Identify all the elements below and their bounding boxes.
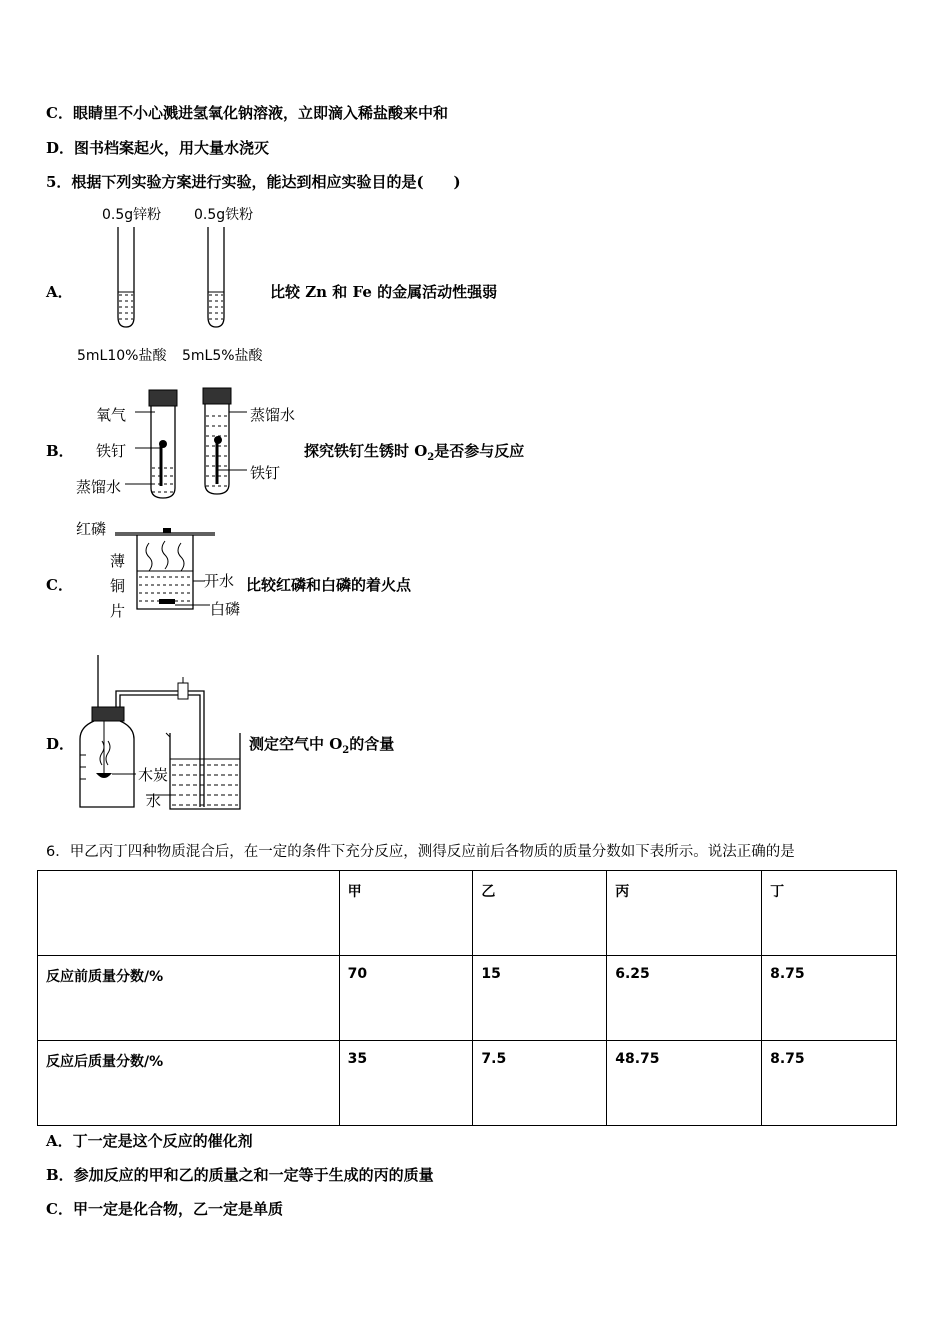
option-b-text-pre: 探究铁钉生锈时 O xyxy=(304,442,428,460)
table-row xyxy=(38,956,897,1041)
q5-option-c-letter: C． xyxy=(46,576,73,594)
table-header-cell: 丙 xyxy=(607,871,762,956)
option-b-rust-figure xyxy=(125,388,255,503)
tube2-bottom-label: 5mL5%盐酸 xyxy=(182,348,263,364)
table-cell: 6.25 xyxy=(607,956,762,1041)
option-a-test-tubes-figure xyxy=(110,225,230,335)
label-water-right: 蒸馏水 xyxy=(250,406,296,424)
label-nail-right: 铁钉 xyxy=(250,464,281,482)
tube2-top-label: 0.5g铁粉 xyxy=(194,207,254,223)
option-d-air-oxygen-figure xyxy=(74,655,249,815)
q6-table xyxy=(37,870,897,1126)
table-cell: 8.75 xyxy=(762,956,897,1041)
label-water: 水 xyxy=(146,792,162,810)
option-d-text-sub: 2 xyxy=(342,745,350,756)
table-row xyxy=(38,1041,897,1126)
table-header-row xyxy=(38,871,897,956)
label-copper-2: 铜 xyxy=(110,577,126,595)
label-hot-water: 开水 xyxy=(204,572,235,590)
option-d-text-pre: 测定空气中 O xyxy=(249,735,343,753)
q5-option-d-text xyxy=(249,733,394,756)
table-cell: 8.75 xyxy=(762,1041,897,1126)
q6-option-c: C．甲一定是化合物，乙一定是单质 xyxy=(46,1200,283,1218)
table-header-cell: 甲 xyxy=(339,871,473,956)
q6-option-a: A．丁一定是这个反应的催化剂 xyxy=(46,1132,253,1150)
q5-option-c-text: 比较红磷和白磷的着火点 xyxy=(246,576,412,594)
prev-option-d: D．图书档案起火，用大量水浇灭 xyxy=(46,139,270,157)
label-white-phosphorus: 白磷 xyxy=(210,600,241,618)
q5-option-b-text xyxy=(304,440,524,463)
q5-option-b-letter: B． xyxy=(46,442,74,460)
tube1-bottom-label: 5mL10%盐酸 xyxy=(77,348,167,364)
q5-option-a-text: 比较 Zn 和 Fe 的金属活动性强弱 xyxy=(270,283,498,301)
table-cell: 7.5 xyxy=(473,1041,607,1126)
label-charcoal: 木炭 xyxy=(138,766,169,784)
q5-stem: 5．根据下列实验方案进行实验，能达到相应实验目的是( ) xyxy=(46,173,461,191)
q5-option-a-letter: A． xyxy=(46,283,73,301)
label-water-left: 蒸馏水 xyxy=(76,478,122,496)
label-oxygen: 氧气 xyxy=(96,406,127,424)
table-header-cell xyxy=(38,871,340,956)
label-nail-left: 铁钉 xyxy=(96,442,127,460)
label-red-phosphorus: 红磷 xyxy=(76,520,107,538)
option-b-text-sub: 2 xyxy=(427,452,435,463)
table-cell: 35 xyxy=(339,1041,473,1126)
q6-stem: 6．甲乙丙丁四种物质混合后，在一定的条件下充分反应，测得反应前后各物质的质量分数如下表所示。说法正确的是 xyxy=(46,844,795,860)
table-cell: 70 xyxy=(339,956,473,1041)
label-copper-3: 片 xyxy=(110,602,126,620)
table-cell: 48.75 xyxy=(607,1041,762,1126)
label-copper-1: 薄 xyxy=(110,552,126,570)
table-header-cell: 乙 xyxy=(473,871,607,956)
option-d-text-post: 的含量 xyxy=(349,735,395,753)
q6-option-b: B．参加反应的甲和乙的质量之和一定等于生成的丙的质量 xyxy=(46,1166,434,1184)
table-cell: 反应前质量分数/% xyxy=(38,956,340,1041)
table-cell: 15 xyxy=(473,956,607,1041)
q5-option-d-letter: D． xyxy=(46,735,75,753)
tube1-top-label: 0.5g锌粉 xyxy=(102,207,162,223)
table-header-cell: 丁 xyxy=(762,871,897,956)
prev-option-c: C．眼睛里不小心溅进氢氧化钠溶液，立即滴入稀盐酸来中和 xyxy=(46,104,448,122)
option-b-text-post: 是否参与反应 xyxy=(434,442,525,460)
option-c-phosphorus-figure xyxy=(115,525,215,615)
table-cell: 反应后质量分数/% xyxy=(38,1041,340,1126)
